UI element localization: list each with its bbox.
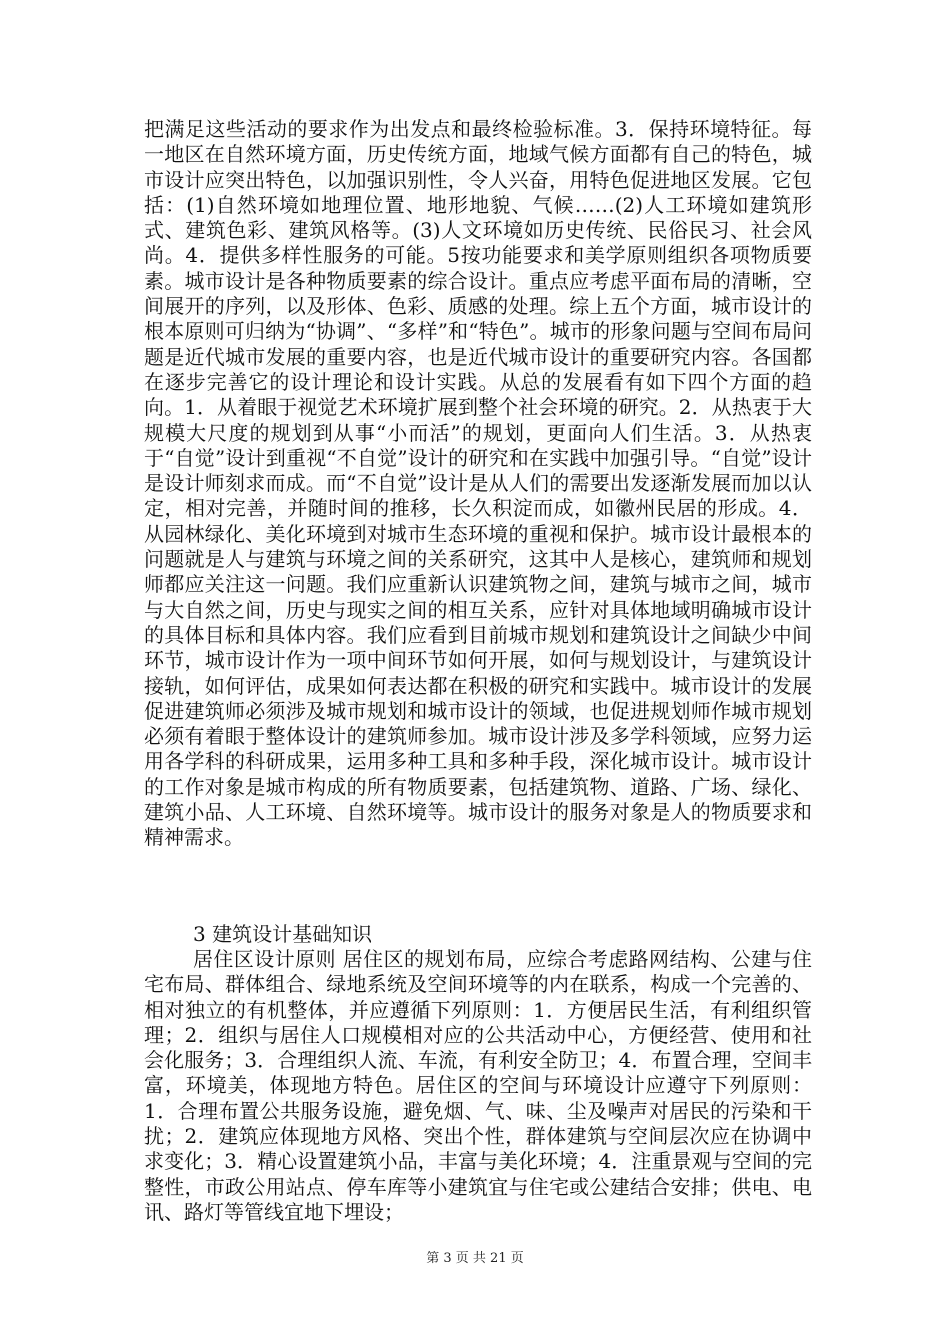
section-heading: 3 建筑设计基础知识 (193, 922, 373, 946)
page-footer (0, 1250, 950, 1268)
body-paragraph: 把满足这些活动的要求作为出发点和最终检验标准。3．保持环境特征。每一地区在自然环境方面，历史传统方面，地域气候方面都有自己的特色，城市设计应突出特色，以加强识别性，令人兴奋，用特色促进地区发展。它包括：(1)自然环境如地理位置、地形地貌、气候……(2)人工环境如建筑形式、建筑色彩、建筑风格等。(3)人文环境如历史传统、民俗民习、社会风尚。4．提供多样性服务的可能。5按功能要求和美学原则组织各项物质要素。城市设计是各种物质要素的综合设计。重点应考虑平面布局的清晰，空间展开的序列，以及形体、色彩、质感的处理。综上五个方面，城市设计的根本原则可归纳为“协调”、“多样”和“特色”。城市的形象问题与空间布局问题是近代城市发展的重要内容，也是近代城市设计的重要研究内容。各国都在逐步完善它的设计理论和设计实践。从总的发展看有如下四个方面的趋向。1．从着眼于视觉艺术环境扩展到整个社会环境的研究。2．从热衷于大规模大尺度的规划到从事“小而活”的规划，更面向人们生活。3．从热衷于“自觉”设计到重视“不自觉”设计的研究和在实践中加强引导。“自觉”设计是设计师刻求而成。而“不自觉”设计是从人们的需要出发逐渐发展而加以认定，相对完善，并随时间的推移，长久积淀而成，如徽州民居的形成。4．从园林绿化、美化环境到对城市生态环境的重视和保护。城市设计最根本的问题就是人与建筑与环境之间的关系研究，这其中人是核心，建筑师和规划师都应关注这一问题。我们应重新认识建筑物之间，建筑与城市之间，城市与大自然之间，历史与现实之间的相互关系，应针对具体地域明确城市设计的具体目标和具体内容。我们应看到目前城市规划和建筑设计之间缺少中间环节，城市设计作为一项中间环节如何开展，如何与规划设计，与建筑设计接轨，如何评估，成果如何表达都在积极的研究和实践中。城市设计的发展促进建筑师必须涉及城市规划和城市设计的领域，也促进规划师作城市规划必须有着眼于整体设计的建筑师参加。城市设计涉及多学科领域，应努力运用各学科的科研成果，运用多种工具和多种手段，深化城市设计。城市设计的工作对象是城市构成的所有物质要素，包括建筑物、道路、广场、绿化、建筑小品、人工环境、自然环境等。城市设计的服务对象是人的物质要求和精神需求。 (144, 117, 812, 850)
page-number-label: 第 3 页 共 21 页 (426, 1251, 524, 1266)
section-paragraph: 居住区设计原则 居住区的规划布局，应综合考虑路网结构、公建与住宅布局、群体组合、绿地系统及空间环境等的内在联系，构成一个完善的、相对独立的有机整体，并应遵循下列原则：1．方便居民生活，有利组织管理；2．组织与居住人口规模相对应的公共活动中心，方便经营、使用和社会化服务；3．合理组织人流、车流，有利安全防卫；4．布置合理，空间丰富，环境美，体现地方特色。居住区的空间与环境设计应遵守下列原则：1．合理布置公共服务设施，避免烟、气、味、尘及噪声对居民的污染和干扰；2．建筑应体现地方风格、突出个性，群体建筑与空间层次应在协调中求变化；3．精心设置建筑小品，丰富与美化环境；4．注重景观与空间的完整性，市政公用站点、停车库等小建筑宜与住宅或公建结合安排；供电、电讯、路灯等管线宜地下埋设； (144, 947, 812, 1224)
